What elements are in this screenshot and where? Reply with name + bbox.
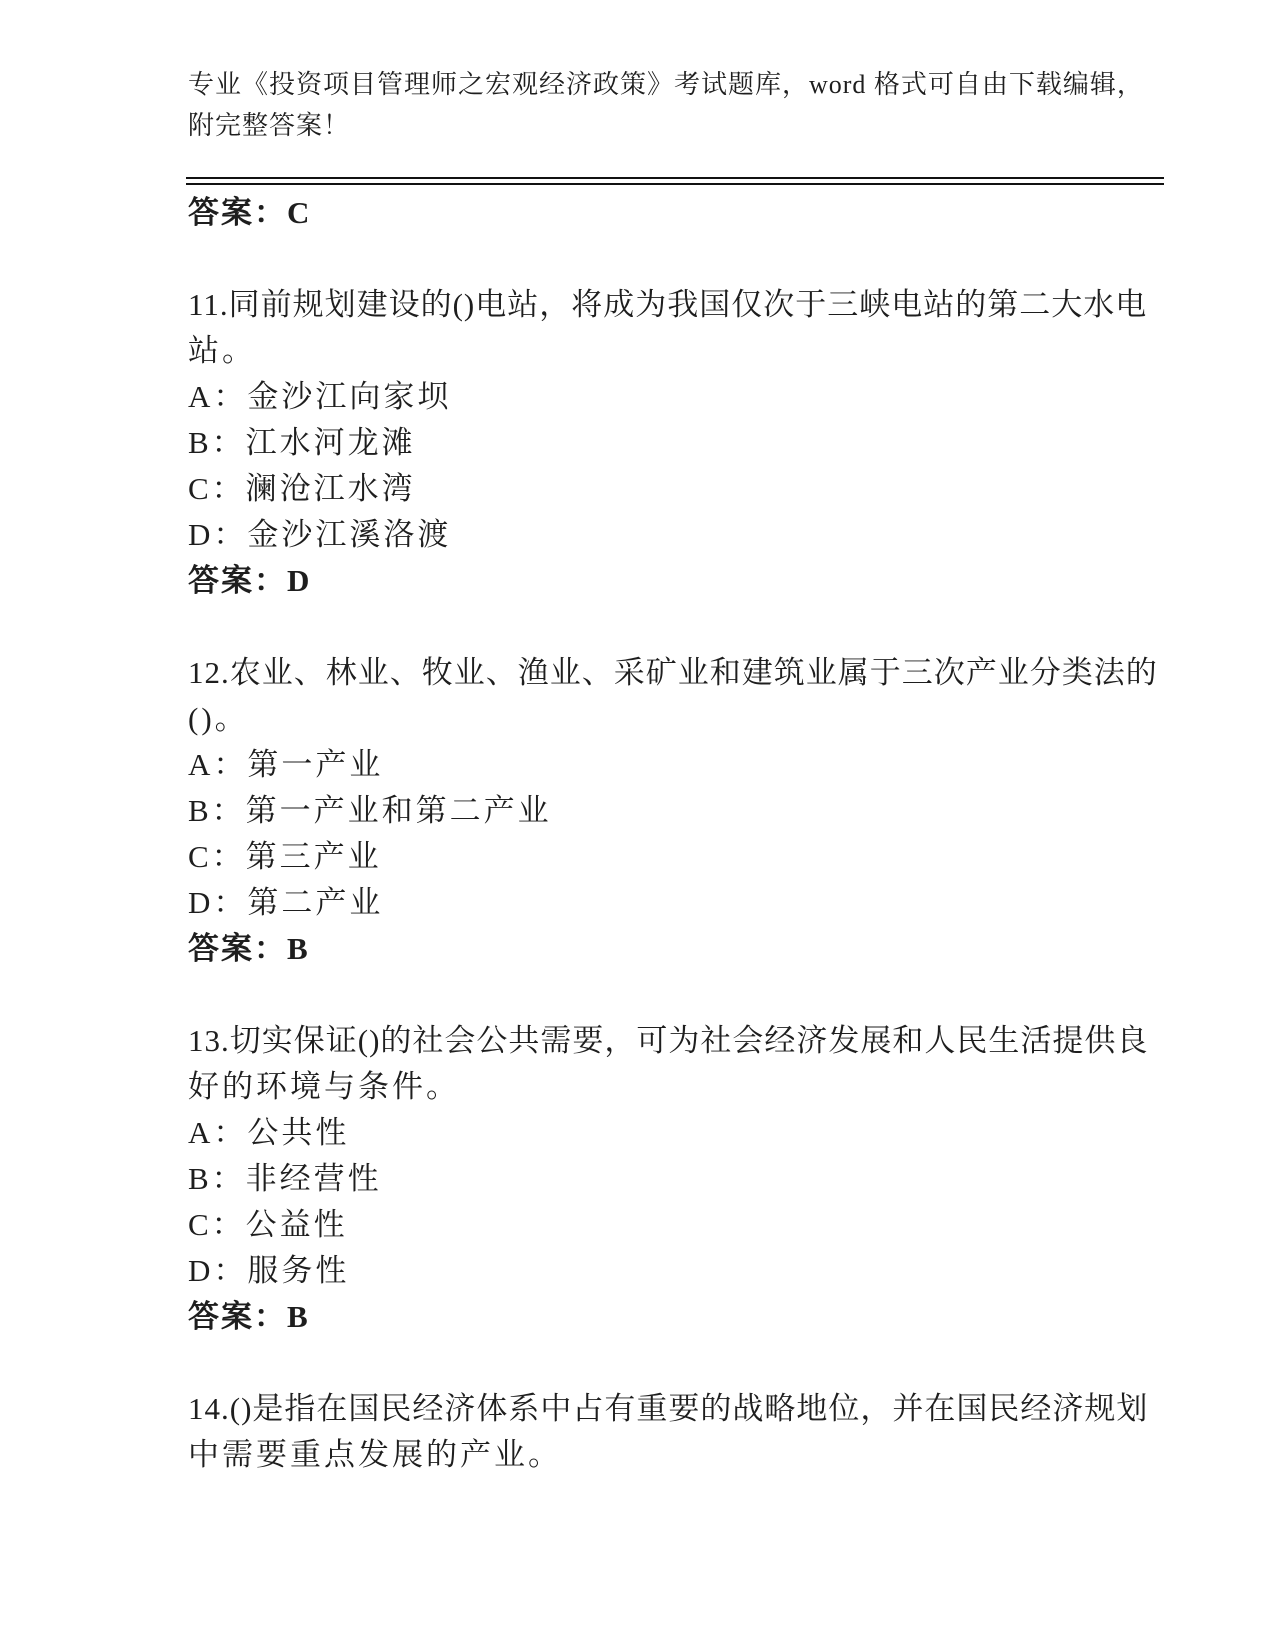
question-13	[188, 1018, 1164, 1340]
answer-block-q10	[188, 190, 1164, 236]
question-13-option-a: A：公共性	[188, 1115, 350, 1150]
question-11-option-c: C：澜沧江水湾	[188, 471, 416, 506]
question-11-text-line-1: 11.同前规划建设的()电站，将成为我国仅次于三峡电站的第二大水电	[188, 287, 1148, 322]
question-11-option-d: D：金沙江溪洛渡	[188, 517, 452, 552]
question-11	[188, 282, 1164, 604]
question-12-text-line-2: ()。	[188, 701, 249, 736]
answer-line-q10: 答案：C	[188, 195, 312, 230]
doc-header	[188, 64, 1168, 146]
doc-body	[188, 190, 1164, 1478]
question-11-answer: 答案：D	[188, 563, 312, 598]
question-12-answer: 答案：B	[188, 931, 310, 966]
question-13-text-line-2: 好的环境与条件。	[188, 1069, 460, 1104]
question-14	[188, 1386, 1164, 1478]
question-12-text-line-1: 12.农业、林业、牧业、渔业、采矿业和建筑业属于三次产业分类法的	[188, 655, 1158, 690]
header-line-1: 专业《投资项目管理师之宏观经济政策》考试题库，word 格式可自由下载编辑，	[188, 70, 1144, 99]
question-11-option-b: B：江水河龙滩	[188, 425, 416, 460]
question-14-text-line-1: 14.()是指在国民经济体系中占有重要的战略地位，并在国民经济规划	[188, 1391, 1149, 1426]
question-13-answer: 答案：B	[188, 1299, 310, 1334]
question-12-option-b: B：第一产业和第二产业	[188, 793, 552, 828]
question-12	[188, 650, 1164, 972]
question-11-option-a: A：金沙江向家坝	[188, 379, 452, 414]
question-12-option-c: C：第三产业	[188, 839, 382, 874]
question-12-option-a: A：第一产业	[188, 747, 384, 782]
question-14-text-line-2: 中需要重点发展的产业。	[188, 1437, 562, 1472]
header-double-rule	[186, 177, 1164, 185]
question-11-text-line-2: 站。	[188, 333, 256, 368]
question-12-option-d: D：第二产业	[188, 885, 384, 920]
question-13-option-b: B：非经营性	[188, 1161, 382, 1196]
question-13-option-d: D：服务性	[188, 1253, 350, 1288]
question-13-text-line-1: 13.切实保证()的社会公共需要，可为社会经济发展和人民生活提供良	[188, 1023, 1149, 1058]
question-13-option-c: C：公益性	[188, 1207, 348, 1242]
header-line-2: 附完整答案！	[188, 111, 351, 140]
